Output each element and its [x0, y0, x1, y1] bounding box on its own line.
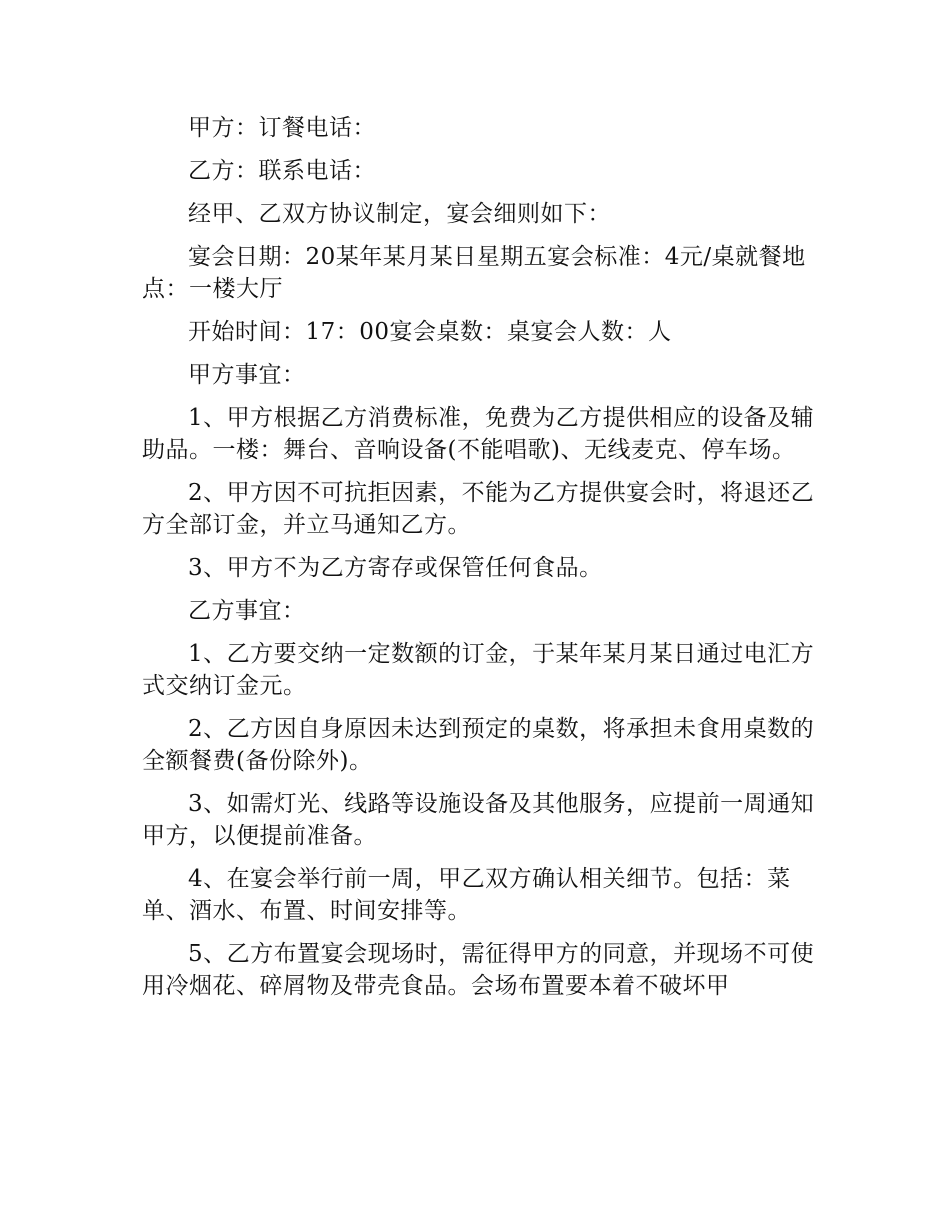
- party-b-clause-3: 3、如需灯光、线路等设施设备及其他服务，应提前一周通知甲方，以便提前准备。: [142, 791, 815, 849]
- party-b-matters-heading: 乙方事宜：: [188, 598, 306, 624]
- party-b-clause-5: 5、乙方布置宴会现场时，需征得甲方的同意，并现场不可使用冷烟花、碎屑物及带壳食品。会场布置要本着不破坏甲: [142, 941, 815, 999]
- document-body: [142, 112, 818, 1013]
- party-a-clause-1: 1、甲方根据乙方消费标准，免费为乙方提供相应的设备及辅助品。一楼：舞台、音响设备(不能唱歌)、无线麦克、停车场。: [142, 405, 815, 463]
- party-a-matters-heading: 甲方事宜：: [188, 362, 306, 388]
- party-b-line: 乙方：联系电话：: [188, 158, 376, 184]
- party-b-clause-4: 4、在宴会举行前一周，甲乙双方确认相关细节。包括：菜单、酒水、布置、时间安排等。: [142, 866, 791, 924]
- party-a-line: 甲方：订餐电话：: [188, 115, 376, 141]
- party-b-clause-1: 1、乙方要交纳一定数额的订金，于某年某月某日通过电汇方式交纳订金元。: [142, 641, 815, 699]
- agreement-intro: 经甲、乙双方协议制定，宴会细则如下：: [188, 201, 611, 227]
- banquet-time-tables: 开始时间：17：00宴会桌数：桌宴会人数：人: [188, 319, 672, 345]
- party-b-clause-2: 2、乙方因自身原因未达到预定的桌数，将承担未食用桌数的全额餐费(备份除外)。: [142, 716, 815, 774]
- banquet-date-standard: 宴会日期：20某年某月某日星期五宴会标准：4元/桌就餐地点：一楼大厅: [142, 244, 806, 302]
- party-a-clause-3: 3、甲方不为乙方寄存或保管任何食品。: [188, 555, 603, 581]
- party-a-clause-2: 2、甲方因不可抗拒因素，不能为乙方提供宴会时，将退还乙方全部订金，并立马通知乙方。: [142, 480, 815, 538]
